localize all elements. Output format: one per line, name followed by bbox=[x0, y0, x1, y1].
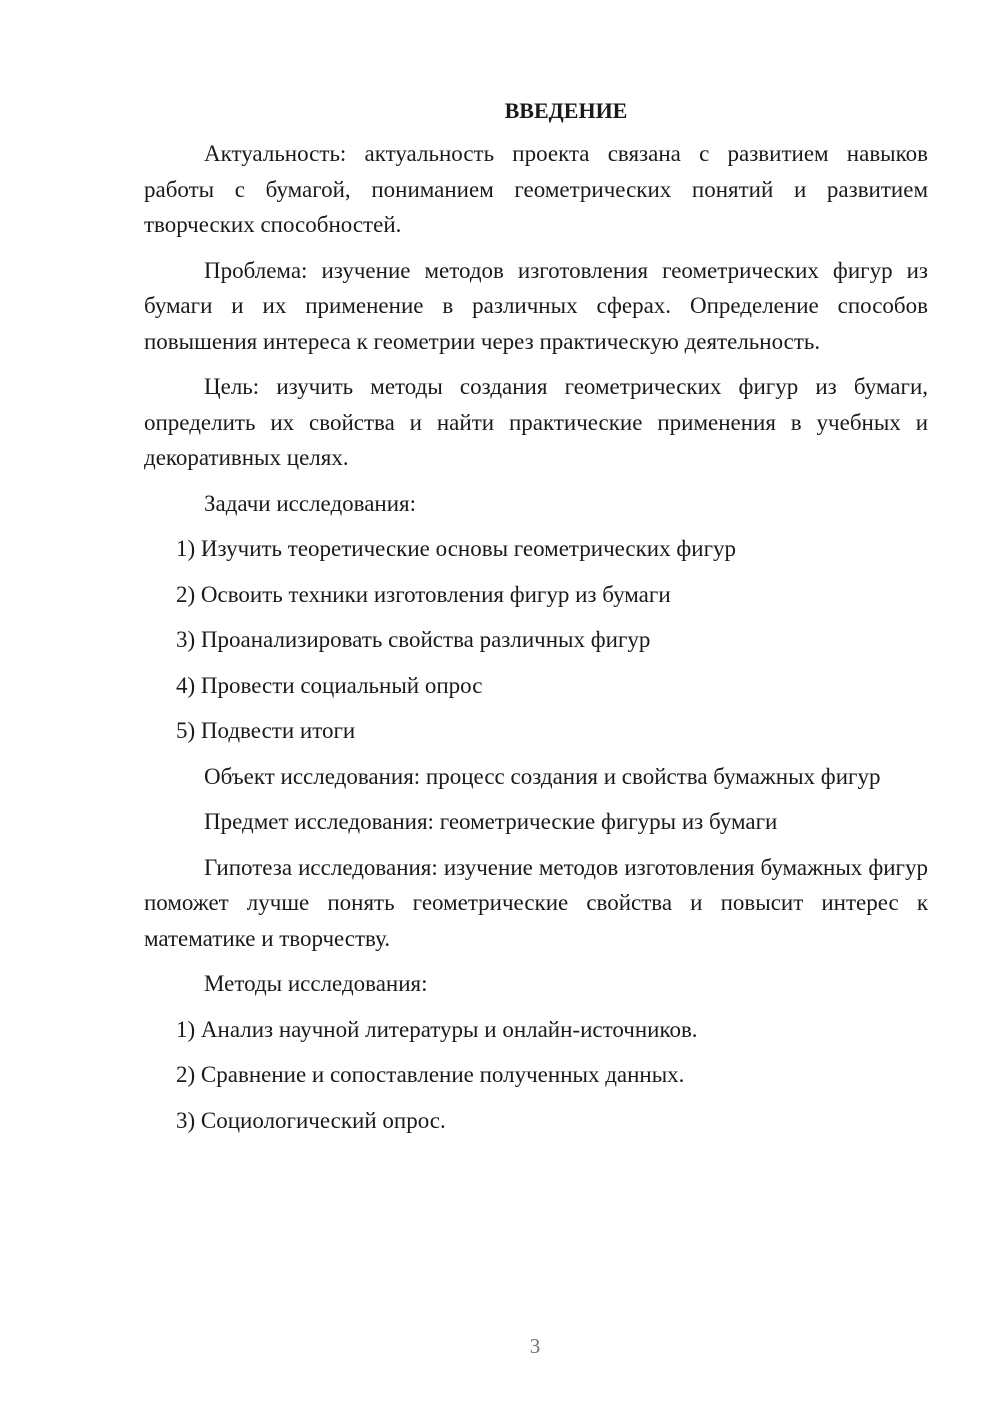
list-item: 1) Анализ научной литературы и онлайн-источников. bbox=[176, 1016, 698, 1042]
list-item: 2) Освоить техники изготовления фигур из бумаги bbox=[176, 581, 671, 607]
problem-paragraph: Проблема: изучение методов изготовления геометрических фигур из бумаги и их применение в различных сферах. Определение способов повышения интереса к геометрии через практическую деятельность. bbox=[144, 257, 928, 354]
goal-paragraph: Цель: изучить методы создания геометрических фигур из бумаги, определить их свойства и найти практические применения в учебных и декоративных целях. bbox=[144, 374, 928, 470]
page-title: ВВЕДЕНИЕ bbox=[504, 98, 628, 123]
object-paragraph: Объект исследования: процесс создания и свойства бумажных фигур bbox=[204, 763, 881, 789]
methods-list bbox=[144, 1012, 928, 1139]
list-item: 2) Сравнение и сопоставление полученных данных. bbox=[176, 1062, 685, 1087]
page-number: 3 bbox=[529, 1334, 541, 1358]
list-item: 4) Провести социальный опрос bbox=[176, 672, 483, 698]
list-item: 3) Социологический опрос. bbox=[176, 1107, 446, 1133]
methods-heading: Методы исследования: bbox=[204, 971, 428, 996]
actuality-paragraph: Актуальность: актуальность проекта связана с развитием навыков работы с бумагой, пониманием геометрических понятий и развитием творческих способностей. bbox=[144, 141, 928, 237]
page-content bbox=[144, 96, 928, 1148]
tasks-list bbox=[144, 531, 928, 749]
list-item: 5) Подвести итоги bbox=[176, 718, 356, 743]
tasks-heading: Задачи исследования: bbox=[204, 490, 417, 516]
list-item: 1) Изучить теоретические основы геометрических фигур bbox=[176, 536, 737, 561]
list-item: 3) Проанализировать свойства различных фигур bbox=[176, 627, 651, 652]
subject-paragraph: Предмет исследования: геометрические фигуры из бумаги bbox=[204, 809, 778, 834]
hypothesis-paragraph: Гипотеза исследования: изучение методов изготовления бумажных фигур поможет лучше понять геометрические свойства и повысит интерес к математике и творчеству. bbox=[144, 854, 928, 951]
